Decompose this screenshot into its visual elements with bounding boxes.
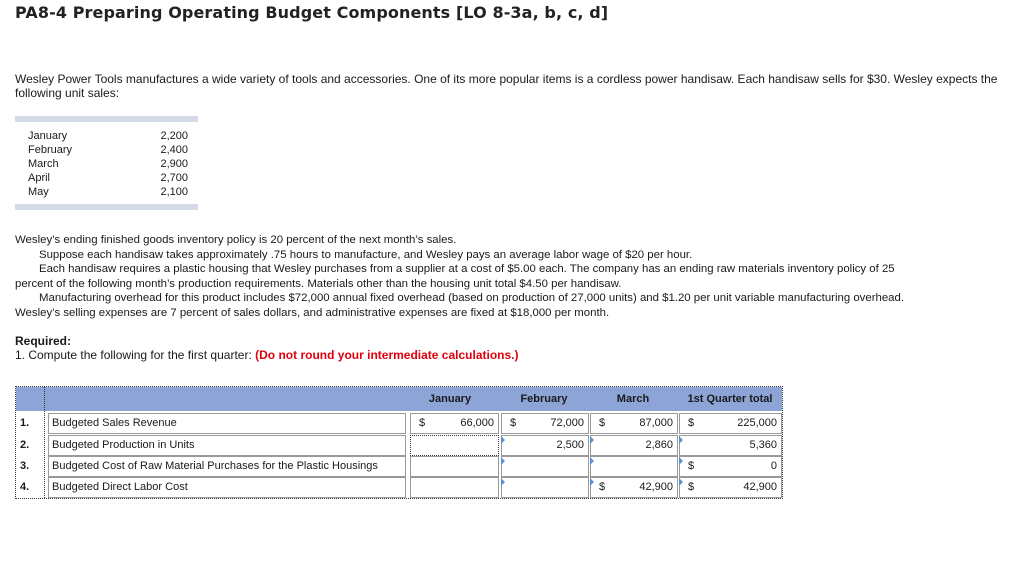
page-title: PA8-4 Preparing Operating Budget Components [LO 8-3a, b, c, d] [15, 3, 609, 22]
sales-row-may [28, 185, 188, 199]
row-number: 3. [20, 460, 30, 472]
policy-line: Wesley’s ending finished goods inventory policy is 20 percent of the next month’s sales. [15, 234, 457, 246]
row-number: 4. [20, 481, 30, 493]
answer-marker-icon [679, 436, 683, 444]
policy-line: percent of the following month’s production requirements. Materials other than the housing unit total $4.50 per handisaw. [15, 277, 622, 290]
february-answer-cell[interactable] [501, 456, 589, 477]
table-row [16, 456, 782, 477]
row-label: Budgeted Direct Labor Cost [48, 477, 406, 498]
sales-row-april [28, 171, 188, 185]
cell-value: 5,360 [749, 439, 777, 451]
policy-line: Suppose each handisaw takes approximately .75 hours to manufacture, and Wesley pays an average labor wage of $20 per hour. [39, 248, 693, 261]
sales-row-march [28, 157, 188, 171]
sales-units: 2,900 [160, 158, 188, 170]
january-answer-cell[interactable] [410, 456, 499, 477]
row-label: Budgeted Sales Revenue [48, 413, 406, 434]
policy-line: Each handisaw requires a plastic housing that Wesley purchases from a supplier at a cost of $5.00 each. The company has an ending raw materials inventory policy of 25 [39, 263, 895, 275]
currency-sign: $ [688, 460, 695, 472]
sales-units: 2,200 [160, 130, 188, 142]
march-answer-cell[interactable] [590, 435, 678, 456]
answer-marker-icon [501, 436, 505, 444]
table-bottom-bar [15, 204, 198, 210]
required-heading: Required: [15, 334, 72, 348]
answer-marker-icon [679, 478, 683, 486]
sales-month: March [28, 158, 59, 170]
sales-units: 2,100 [160, 186, 188, 198]
question-label: 1. Compute the following for the first quarter: [15, 348, 252, 362]
cell-value: 42,900 [743, 481, 777, 493]
table-row [16, 477, 782, 498]
policy-line: Wesley’s selling expenses are 7 percent of sales dollars, and administrative expenses are fixed at $18,000 per month. [15, 306, 610, 319]
sales-row-january [28, 129, 188, 143]
table-row [16, 435, 782, 456]
cell-value: 72,000 [550, 417, 584, 429]
currency-sign: $ [510, 417, 517, 429]
quarter-total-cell[interactable] [679, 435, 782, 456]
sales-month: January [28, 130, 68, 142]
february-answer-cell[interactable] [501, 477, 589, 498]
quarter-total-cell[interactable] [679, 477, 782, 498]
answer-marker-icon [679, 457, 683, 465]
row-number: 1. [20, 417, 30, 429]
cell-value: 2,500 [556, 439, 584, 451]
cell-value: 66,000 [460, 417, 494, 429]
header-march: March [616, 393, 650, 405]
cell-value: 42,900 [639, 481, 673, 493]
sales-month: February [28, 144, 73, 156]
problem-intro: Wesley Power Tools manufactures a wide variety of tools and accessories. One of its more popular items is a cordless power handisaw. Each handisaw sells for $30. Wesley expects the following unit sales: [15, 72, 998, 100]
quarter-total-cell[interactable] [679, 456, 782, 477]
answer-marker-icon [590, 436, 594, 444]
quarter-total-cell[interactable] [679, 413, 782, 434]
row-label: Budgeted Cost of Raw Material Purchases for the Plastic Housings [48, 456, 406, 477]
february-answer-cell[interactable] [501, 435, 589, 456]
march-answer-cell[interactable] [590, 413, 678, 434]
march-answer-cell[interactable] [590, 456, 678, 477]
currency-sign: $ [688, 417, 695, 429]
answer-marker-icon [501, 457, 505, 465]
budget-answer-table [15, 386, 783, 499]
table-top-bar [15, 116, 198, 122]
cell-value: 0 [770, 460, 777, 472]
policy-text [15, 233, 1020, 320]
january-answer-cell[interactable] [410, 477, 499, 498]
header-february: February [520, 393, 568, 405]
sales-month: May [28, 186, 49, 198]
answer-marker-icon [501, 478, 505, 486]
unit-sales-table [15, 116, 198, 210]
sales-units: 2,700 [160, 172, 188, 184]
sales-month: April [28, 172, 51, 184]
february-answer-cell[interactable] [501, 413, 589, 434]
answer-marker-icon [590, 457, 594, 465]
sales-row-february [28, 143, 188, 157]
sales-units: 2,400 [160, 144, 188, 156]
currency-sign: $ [599, 417, 606, 429]
question-note: (Do not round your intermediate calculations.) [255, 348, 519, 362]
policy-line: Manufacturing overhead for this product includes $72,000 annual fixed overhead (based on production of 27,000 units) and $1.20 per unit variable manufacturing overhead. [39, 292, 904, 304]
answer-marker-icon [590, 478, 594, 486]
march-answer-cell[interactable] [590, 477, 678, 498]
table-row [16, 413, 782, 434]
january-answer-cell[interactable] [410, 435, 499, 456]
header-january: January [428, 393, 472, 405]
currency-sign: $ [688, 481, 695, 493]
currency-sign: $ [419, 417, 426, 429]
row-label: Budgeted Production in Units [48, 435, 406, 456]
row-number: 2. [20, 439, 30, 451]
question-text [15, 348, 519, 362]
cell-value: 2,860 [645, 439, 673, 451]
cell-value: 225,000 [737, 417, 777, 429]
header-quarter-total: 1st Quarter total [687, 393, 773, 405]
cell-value: 87,000 [639, 417, 673, 429]
january-answer-cell[interactable] [410, 413, 499, 434]
currency-sign: $ [599, 481, 606, 493]
